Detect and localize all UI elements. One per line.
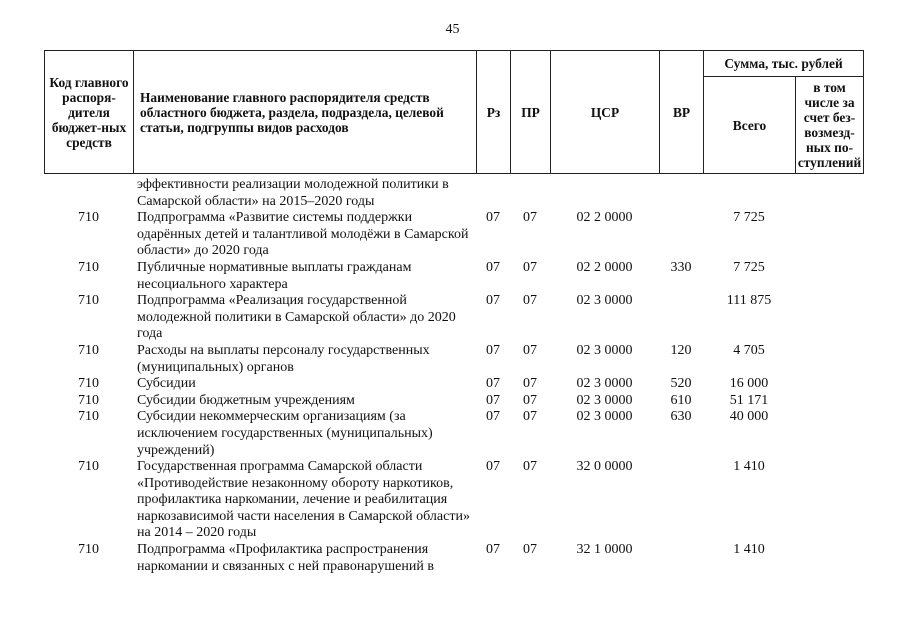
row-vr: 120 (670, 342, 692, 358)
row-name: Государственная программа Самарской области «Противодействие незаконному обороту наркотиков, профилактика наркомании, лечение и реабилитация наркозависимой части населения в Самарской области» на 2014 – 2020 годы (137, 459, 470, 541)
row-free (795, 293, 863, 343)
header-sum: Сумма, тыс. рублей (704, 51, 864, 77)
row-free (795, 459, 863, 542)
row-total (703, 177, 795, 210)
row-csr: 02 3 0000 (576, 342, 633, 358)
row-vr (659, 293, 703, 343)
row-rz (476, 177, 510, 210)
row-rz: 07 (486, 392, 500, 408)
row-rz: 07 (486, 293, 500, 309)
table-row (44, 376, 863, 393)
row-free (795, 177, 863, 210)
row-free (795, 260, 863, 293)
row-free (795, 393, 863, 410)
table-row (44, 459, 863, 542)
row-csr: 32 0 0000 (576, 459, 633, 475)
row-total: 51 171 (729, 392, 769, 408)
row-free (795, 542, 863, 575)
row-name: Подпрограмма «Профилактика распространения наркомании и связанных с ней правонарушений в (137, 542, 434, 574)
row-vr: 630 (670, 409, 692, 425)
row-csr: 02 3 0000 (576, 293, 633, 309)
row-pr: 07 (523, 376, 537, 392)
table-row (44, 260, 863, 293)
row-free (795, 210, 863, 260)
row-total: 4 705 (733, 342, 765, 358)
header-total: Всего (704, 77, 796, 174)
row-rz: 07 (486, 409, 500, 425)
row-rz: 07 (486, 259, 500, 275)
header-code: Код главного распоря-дителя бюджет-ных средств (45, 51, 134, 174)
row-vr (659, 542, 703, 575)
row-vr (659, 210, 703, 260)
row-code: 710 (78, 210, 99, 226)
header-rz: Рз (477, 51, 511, 174)
row-vr: 520 (670, 376, 692, 392)
table-row (44, 393, 863, 410)
row-vr: 330 (670, 259, 692, 275)
table-row (44, 409, 863, 459)
row-pr (510, 177, 550, 210)
row-code: 710 (78, 376, 99, 392)
table-body (44, 177, 863, 575)
page-number: 45 (445, 22, 460, 37)
row-pr: 07 (523, 210, 537, 226)
row-pr: 07 (523, 392, 537, 408)
table-row (44, 293, 863, 343)
row-name: Подпрограмма «Реализация государственной молодежной политики в Самарской области» до 2020 года (137, 293, 456, 342)
row-pr: 07 (523, 542, 537, 558)
table-row (44, 177, 863, 210)
row-code: 710 (78, 542, 99, 558)
row-total: 7 725 (733, 210, 765, 226)
row-code: 710 (78, 392, 99, 408)
row-csr: 02 2 0000 (576, 210, 633, 226)
row-total: 40 000 (729, 409, 769, 425)
row-csr: 02 3 0000 (576, 392, 633, 408)
table-row (44, 542, 863, 575)
row-code: 710 (78, 342, 99, 358)
row-rz: 07 (486, 459, 500, 475)
row-name: Субсидии бюджетным учреждениям (137, 392, 355, 408)
row-csr: 02 3 0000 (576, 409, 633, 425)
row-name: Публичные нормативные выплаты гражданам несоциального характера (137, 259, 412, 292)
row-vr: 610 (670, 392, 692, 408)
header-name: Наименование главного распорядителя средств областного бюджета, раздела, подраздела, целевой статьи, подгруппы видов расходов (134, 51, 477, 174)
table-row (44, 210, 863, 260)
row-csr: 32 1 0000 (576, 542, 633, 558)
row-csr (550, 177, 659, 210)
row-vr (659, 177, 703, 210)
row-pr: 07 (523, 409, 537, 425)
row-rz: 07 (486, 542, 500, 558)
row-code: 710 (78, 293, 99, 309)
row-name: Подпрограмма «Развитие системы поддержки одарённых детей и талантливой молодёжи в Самарской области» до 2020 года (137, 210, 469, 259)
row-pr: 07 (523, 293, 537, 309)
row-csr: 02 3 0000 (576, 376, 633, 392)
header-vr: ВР (660, 51, 704, 174)
row-pr: 07 (523, 459, 537, 475)
row-pr: 07 (523, 342, 537, 358)
row-free (795, 409, 863, 459)
table-header (44, 50, 864, 174)
row-code: 710 (78, 259, 99, 275)
header-csr: ЦСР (551, 51, 660, 174)
row-name: Субсидии (137, 376, 196, 392)
row-total: 111 875 (726, 293, 772, 309)
row-pr: 07 (523, 259, 537, 275)
row-code: 710 (78, 409, 99, 425)
header-free: в том числе за счет без-возмезд-ных по-ступлений (796, 77, 864, 174)
row-rz: 07 (486, 376, 500, 392)
row-name: Расходы на выплаты персоналу государственных (муниципальных) органов (137, 342, 430, 375)
row-total: 16 000 (729, 376, 769, 392)
row-total: 7 725 (733, 259, 765, 275)
row-total: 1 410 (733, 542, 765, 558)
row-rz: 07 (486, 342, 500, 358)
row-vr (659, 459, 703, 542)
row-name: эффективности реализации молодежной политики в Самарской области» на 2015–2020 годы (137, 177, 449, 209)
table-row (44, 343, 863, 376)
row-free (795, 376, 863, 393)
row-free (795, 343, 863, 376)
row-csr: 02 2 0000 (576, 259, 633, 275)
row-code (44, 177, 133, 210)
row-code: 710 (78, 459, 99, 475)
row-name: Субсидии некоммерческим организациям (за исключением государственных (муниципальных) учреждений) (137, 409, 433, 458)
row-total: 1 410 (733, 459, 765, 475)
header-pr: ПР (511, 51, 551, 174)
row-rz: 07 (486, 210, 500, 226)
